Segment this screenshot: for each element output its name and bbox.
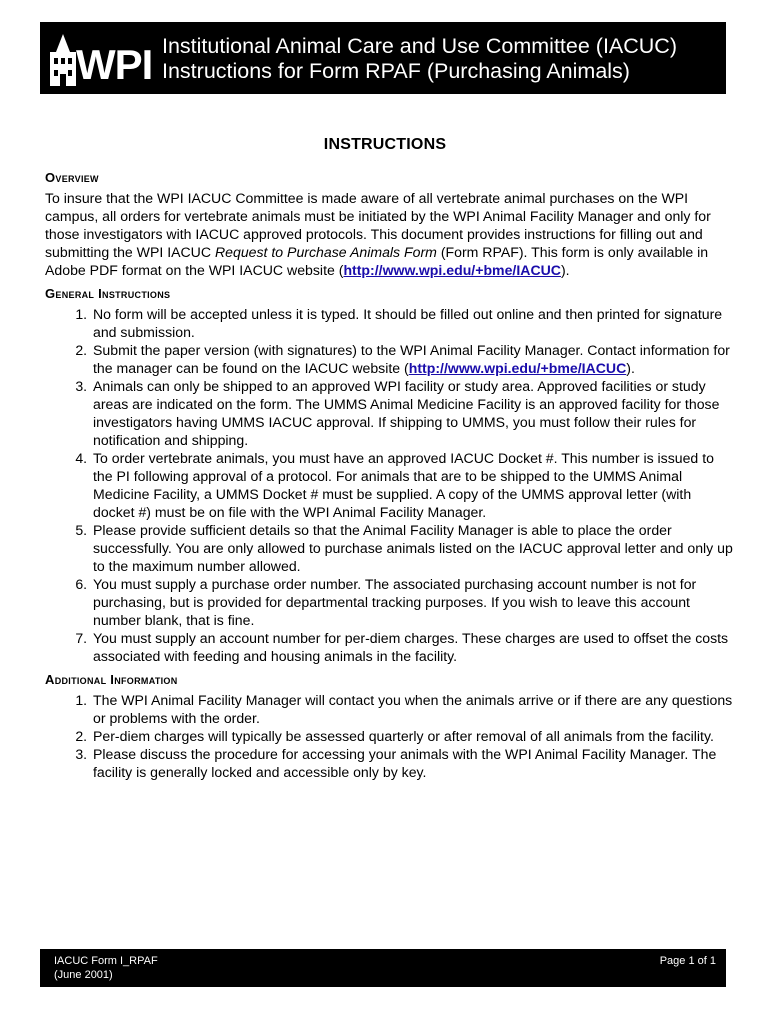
item2-text: Submit the paper version (with signatures) to the WPI Animal Facility Manager. Contact information for the manager can be found on the IACUC website ( [93, 342, 730, 376]
document-body [45, 167, 735, 787]
document-footer [40, 949, 726, 987]
header-title-line1: Institutional Animal Care and Use Committee (IACUC) [162, 34, 677, 58]
footer-page-number: Page 1 of 1 [659, 955, 716, 967]
footer-form-id: IACUC Form I_RPAF [54, 955, 158, 967]
general-instructions-list [45, 305, 735, 665]
footer-date: (June 2001) [54, 969, 113, 981]
list-item: 2. Per-diem charges will typically be assessed quarterly or after removal of all animals from the facility. [91, 727, 735, 745]
iacuc-website-link-2[interactable]: http://www.wpi.edu/+bme/IACUC [408, 360, 627, 376]
list-item: 7. You must supply an account number for per-diem charges. These charges are used to offset the costs associated with feeding and housing animals in the facility. [91, 629, 735, 665]
list-item: 5. Please provide sufficient details so that the Animal Facility Manager is able to place the order successfully. You are only allowed to purchase animals listed on the IACUC approval letter and only up to the maximum number allowed. [91, 521, 735, 575]
additional-information-list [45, 691, 735, 781]
list-item: 1. The WPI Animal Facility Manager will contact you when the animals arrive or if there are any questions or problems with the order. [91, 691, 735, 727]
logo-text: WPI [76, 41, 153, 88]
list-item: 4. To order vertebrate animals, you must have an approved IACUC Docket #. This number is issued to the PI following approval of a protocol. For animals that are to be shipped to the UMMS Animal Medicine Facility, a UMMS Docket # must be supplied. A copy of the UMMS approval letter (with docket #) must be on file with the WPI Animal Facility Manager. [91, 449, 735, 521]
additional-information-heading: Additional Information [45, 672, 178, 687]
list-item: 6. You must supply a purchase order number. The associated purchasing account number is not for purchasing, but is provided for departmental tracking purposes. If you wish to leave this account number blank, that is fine. [91, 575, 735, 629]
overview-text-1: To insure that the WPI IACUC Committee is made aware of all vertebrate animal purchases on the WPI campus, all orders for vertebrate animals must be initiated by the WPI Animal Facility Manager and only for those investigators with IACUC approved protocols. This document provides instructions for filling out and submitting the WPI IACUC [45, 190, 711, 260]
iacuc-website-link[interactable]: http://www.wpi.edu/+bme/IACUC [343, 262, 561, 278]
overview-text-3: ). [560, 262, 570, 278]
document-header [40, 22, 726, 94]
overview-heading: Overview [45, 170, 99, 185]
header-title [162, 34, 677, 84]
list-item: 3. Please discuss the procedure for accessing your animals with the WPI Animal Facility Manager. The facility is generally locked and accessible only by key. [91, 745, 735, 781]
wpi-logo [46, 32, 153, 88]
main-heading: INSTRUCTIONS [323, 136, 447, 153]
list-item: 3. Animals can only be shipped to an approved WPI facility or study area. Approved facilities or study areas are indicated on the form. The UMMS Animal Medicine Facility is an approved facility for those investigators having UMMS IACUC approval. If shipping to UMMS, you must follow their rules for notification and shipping. [91, 377, 735, 449]
general-instructions-heading: General Instructions [45, 286, 171, 301]
form-name-italic: Request to Purchase Animals Form [214, 244, 437, 260]
overview-text-2: (Form RPAF). This form is only available in Adobe PDF format on the WPI IACUC website ( [45, 244, 709, 278]
header-title-line2: Instructions for Form RPAF (Purchasing Animals) [162, 59, 630, 83]
footer-form-info [54, 954, 158, 982]
item2-text-end: ). [626, 360, 635, 376]
list-item: 1. No form will be accepted unless it is typed. It should be filled out online and then printed for signature and submission. [91, 305, 735, 341]
list-item [91, 341, 735, 377]
overview-paragraph [45, 189, 735, 279]
